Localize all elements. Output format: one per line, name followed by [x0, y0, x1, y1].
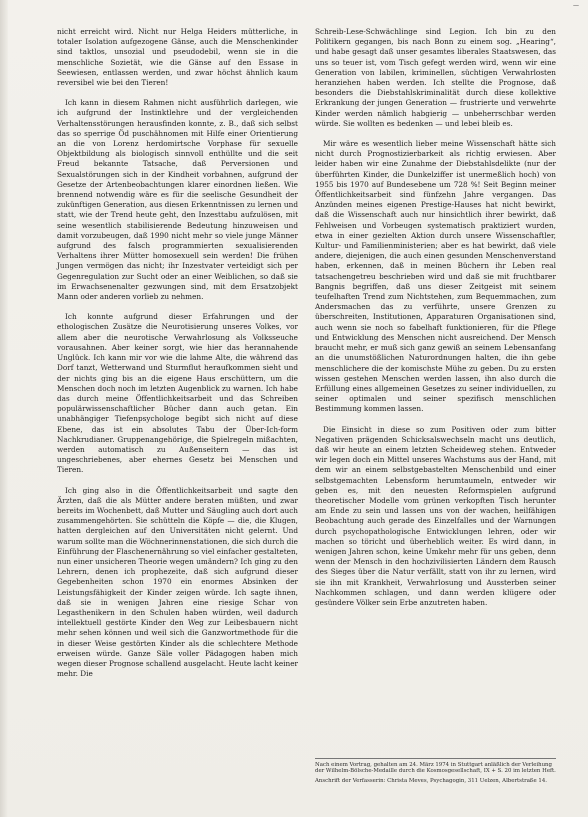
paragraph: Die Einsicht in diese so zum Positiven oder zum bitter Negativen prägenden Schicksalswechseln macht uns deutlich, daß wir heute an einem letzten Scheideweg stehen. Entweder wir legen doch ein Mittel unseres Wachstums aus der Hand, mit dem wir an einem selbstgebastelten Menschenbild und einer selbstgemachten Lebensform herumtaumeln, entweder wir geben es, mit den neuesten Reformspielen aufgrund theoretischer Modelle vom grünen verkopften Tisch herunter am Ende zu sein und lassen uns von der wachen, heilfähigen Beobachtung auch gerade des Einzelfalles und der Warnungen durch psychopathologische Entwicklungen lehren, oder wir machen so töricht und überheblich weiter. Es wird dann, in wenigen Jahren schon, keine Umkehr mehr für uns geben, denn wenn der Mensch in den hochzivilisierten Ländern dem Rausch des Sieges über die Natur verfällt, statt von ihr zu lernen, wird sie ihn mit Krankheit, Verwahrlosung und Aussterben seiner Nachkommen schlagen, und dann werden klügere oder gesündere Völker sein Erbe anzutreten haben. — [315, 424, 556, 607]
page-spine-shadow — [0, 0, 8, 817]
page-number-mark: — — [573, 2, 580, 9]
paragraph: nicht erreicht wird. Nicht nur Helga Heiders mütterliche, in totaler Isolation aufgezogene Gänse, auch die Menschenkinder sind taktlos, unsozial und pseudodebil, wenn sie in die menschliche Sozietät, wie die Gänse auf den Essase in Seewiesen, entlassen werden, und zwar höchst ähnlich kaum reversibel wie bei den Tieren! — [57, 27, 298, 88]
paragraph: Ich ging also in die Öffentlichkeitsarbeit und sagte den Ärzten, daß die als Mütter andere beraten müßten, und zwar bereits im Wochenbett, daß Mutter und Säugling auch dort auch zusammengehörten. Sie schütteln die Köpfe — die, die Klugen, hatten dergleichen auf den Universitäten nicht gelernt. Und warum sollte man die Wöchnerinnenstationen, die sich durch die Einführung der Flaschenernährung so viel einfacher gestalteten, nun einer unsicheren Theorie wegen umändern? Ich ging zu den Lehrern, denen ich prophezeite, daß sich aufgrund dieser Gegebenheiten schon 1970 ein enormes Absinken der Leistungsfähigkeit der Kinder zeigen würde. Ich sagte ihnen, daß sie in wenigen Jahren eine riesige Schar von Legasthenikern in den Schulen haben würden, weil dadurch intellektuell gestörte Kinder den Weg zur Leibesbauern nicht mehr sehen können und weil sich die Ganzwortmethode für die in dieser Weise gestörten Kinder als die schlechtere Methode erweisen würde. Ganze Säle voller Pädagogen haben mich wegen dieser Prognose schallend ausgelacht. Heute lacht keiner mehr. Die — [57, 485, 298, 679]
left-text-column — [57, 27, 298, 689]
right-text-column — [315, 27, 556, 618]
footnote: Anschrift der Verfasserin: Christa Meves, Psychagogin, 311 Uelzen, Albertstraße 14. — [315, 777, 547, 784]
paragraph: Schreib-Lese-Schwächlinge sind Legion. Ich bin zu den Politikern gegangen, bis nach Bonn zu einem sog. „Hearing“, und habe gesagt daß unser gesamtes liberales Staatswesen, das uns so teuer ist, vom Tisch gefegt werden wird, wenn wir eine Generation von labilen, kriminellen, süchtigen Verwahrlosten heranziehen haben werden. Ich stellte die Prognose, daß besonders die Diebstahlskriminalität durch diese kollektive Erkrankung der jungen Generation — frustrierte und verwehrte Kinder werden nämlich habgierig — unbeherrschbar werden würde. Sie wollten es bedenken — und lebei bleib es. — [315, 27, 556, 128]
footnotes — [315, 758, 556, 787]
footnote: Nach einem Vortrag, gehalten am 24. März 1974 in Stuttgart anläßlich der Verleihung der Wilhelm-Bölsche-Medaille durch die Kosmosgesellschaft, IX + S. 20 im letzten Heft. — [315, 762, 556, 775]
paragraph: Mir wäre es wesentlich lieber meine Wissenschaft hätte sich nicht durch Prognostizierbarkeit als richtig erwiesen. Aber leider haben wir eine Zunahme der Diebstahlsdelikte (nur der überführten Kinder, die Dunkelziffer ist unermeßlich hoch) von 1955 bis 1970 auf Bundesebene um 728 %! Seit Beginn meiner Öffentlichkeitsarbeit sind fünfzehn Jahre vergangen. Das Anzünden meines eigenen Prestige-Hauses hat nicht bewirkt, daß die Wissenschaft auch nur hinsichtlich ihrer bewirkt, daß Fehlweisen und Vorbeugen systematisch praktiziert wurden, etwa in einer gezielten Aktion durch unsere Wissenschaftler, Kultur- und Familienministerien; aber es hat bewirkt, daß viele andere, diejenigen, die auch einen gesunden Menschenverstand haben, erkennen, daß in meinen Büchern ihr Leben real tatsachengetreu beschrieben wird und daß sie mit fruchtbarer Bangnis begriffen, daß uns dieser Zeitgeist mit seinem teufelhaften Trend zum Nichtstehen, zum Bequemmachen, zum Andersmachen das zu verführte, unsere Grenzen zu überschreiten, Institutionen, Apparaturen Organisationen sind, auch wenn sie noch so fabelhaft funktionieren, für die Pflege und Entwicklung des Menschen nicht ausreichend. Der Mensch braucht mehr, er muß sich ganz gewiß an seinem Lebensanfang an die unumstößlichen Naturordnungen halten, die ihn gebe menschlichere die der komischste Mühe zu geben. Du zu ersten wissen gestehen Menschen werden lassen, ihn also durch die Erfüllung eines allgemeinen Gesetzes zu seiner individuellen, zu seiner optimalen und seiner spezifisch menschlichen Bestimmung kommen lassen. — [315, 139, 556, 414]
paragraph: Ich kann in diesem Rahmen nicht ausführlich darlegen, wie ich aufgrund der Instinktlehre und der vergleichenden Verhaltensstörungen herausfinden konnte, z. B., daß sich selbst das so sperrige Öd puschähnomen mit Hilfe einer Orientierung an die von Lorenz herdomirtsche Vorphase für sexuelle Objektbildung als biologisch sinnvoll enthüllte und die seit Freud bekannte Tatsache, daß Perversionen und Sexualstörungen sich in der Kindheit vorbahnen, aufgrund der Gesetze der Artenbeobachtungen klarer einordnen ließen. Wie brennend notwendig wäre es für die seelische Gesundheit der zukünftigen Generation, aus diesen Erkenntnissen zu lernen und statt, wie der Trend heute geht, den Inzesttabu aufzulösen, mit seine wesentlich stabilisierende Bedeutung hinzuweisen und damit vorzubeugen, daß 1990 nicht mehr so viele junge Männer aufgrund des falsch programmierten sexualisierenden Verhaltens ihrer Mütter homosexuell sein werden! Die frühen Jungen vermögen das nicht; ihr Inzestvater verteidigt sich per Gegenregulation zur Sucht oder an einer Weiblichen, so daß sie im Erwachsenenalter gezwungen sind, mit dem Ersatzobjekt Mann oder anderen vorlieb zu nehmen. — [57, 98, 298, 302]
paragraph: Ich konnte aufgrund dieser Erfahrungen und der ethologischen Zusätze die Neurotisierung unseres Volkes, vor allem aber die neurotische Verwahrlosung als Volksseuche vorausahnen. Aber keiner sorgt, wie hier das herannahende Unglück. Ich kann mir vor wie die lahme Alte, die während das Dorf tanzt, Wetterwand und Sturmflut heraufkommen sieht und der nichts ging bis an die eigene Haus erschüttern, um die Menschen doch noch im letzten Augenblick zu warnen. Ich habe das durch meine Öffentlichkeitsarbeit und das Schreiben populärwissenschaftlicher Bücher dann auch getan. Ein unabhängiger Tiefenpsychologe begibt sich nicht auf diese Ebene, das ist ein absolutes Tabu der Über-Ich-form Nachkrudianer. Gruppenangehörige, die Spielregeln mißachten, werden automatisch zu Außenseitern — das ist ungeschriebenes, aber ehernes Gesetz bei Menschen und Tieren. — [57, 312, 298, 475]
